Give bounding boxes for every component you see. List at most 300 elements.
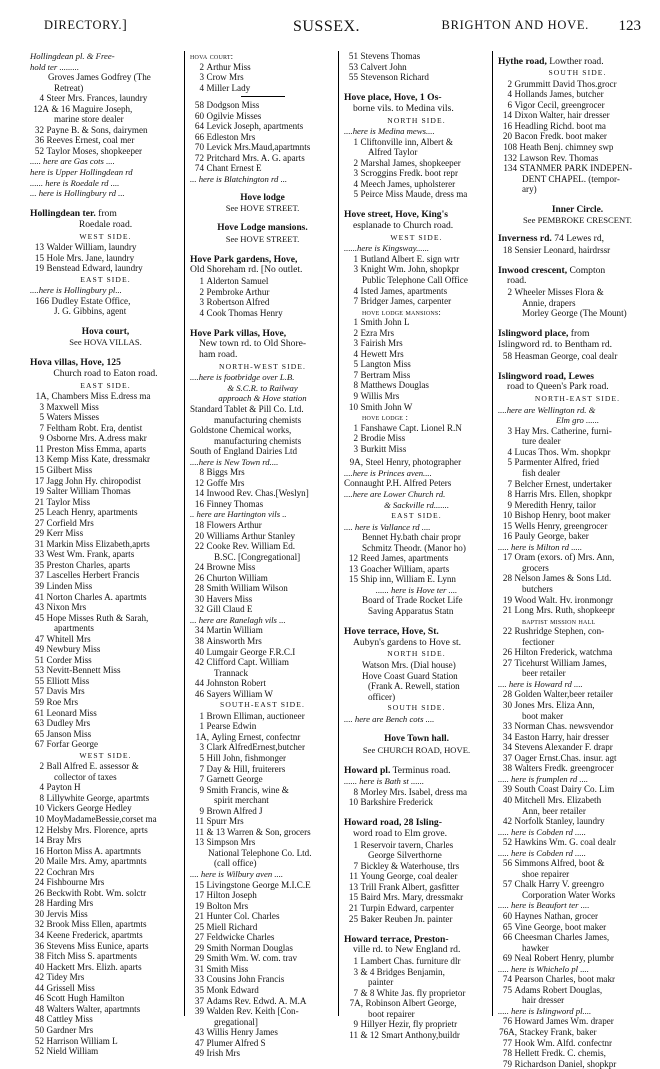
- directory-entry: [30, 983, 181, 994]
- entry-house-number: 4: [353, 348, 358, 359]
- entry-house-number: 45: [34, 612, 44, 623]
- entry-text: Barkshire Frederick: [360, 797, 433, 808]
- entry-text: & 8 White Jas. fly proprietor: [360, 987, 466, 998]
- directory-entry: [344, 914, 489, 925]
- directory-entry: [30, 941, 181, 952]
- entry-spacer: [30, 348, 181, 353]
- entry-house-number: 3: [199, 297, 204, 308]
- entry-house-number: 7A,: [349, 998, 363, 1009]
- entry-continuation: Morley George (The Mount): [522, 308, 627, 319]
- street-extent: 74 Lewes rd,: [551, 233, 605, 245]
- cross-street-note: & Sackville rd.......: [383, 499, 450, 510]
- entry-house-number: 57: [502, 879, 512, 890]
- entry-text: Forfar George: [46, 739, 99, 750]
- directory-entry: [190, 932, 335, 943]
- running-head-left: DIRECTORY.]: [44, 18, 128, 33]
- entry-text: Lambert Chas. furniture dlr: [360, 956, 461, 967]
- entry-text: Nevitt-Bennett Miss: [46, 665, 121, 676]
- entry-text: Matthews Douglas: [360, 380, 429, 391]
- entry-text: Leonard Miss: [46, 707, 97, 718]
- directory-entry: [30, 1025, 181, 1036]
- entry-house-number: 34: [194, 625, 204, 636]
- entry-continuation: fectioner: [522, 636, 555, 647]
- directory-entry: [190, 153, 335, 164]
- entry-house-number: 8: [39, 792, 44, 803]
- directory-entry: [30, 296, 181, 307]
- directory-entry: [30, 930, 181, 941]
- directory-entry: [498, 953, 657, 964]
- entry-text: Willis Henry James: [206, 1027, 278, 1038]
- entry-house-number: 1: [353, 956, 358, 967]
- entry-house-number: 48: [34, 1003, 44, 1014]
- entry-text: Hill John, fishmonger: [206, 753, 287, 763]
- entry-text: Dodgson Miss: [206, 100, 260, 111]
- entry-text: Rushridge Stephen, con-: [514, 626, 605, 637]
- directory-entry: [498, 742, 657, 753]
- entry-text: Lawson Rev. Thomas: [519, 152, 599, 163]
- entry-text: Corder Miss: [46, 654, 92, 665]
- entry-house-number: 18: [194, 519, 204, 530]
- entry-text: Hellett Fredk. C. chemis,: [514, 1048, 606, 1059]
- directory-entry: [344, 158, 489, 169]
- directory-entry: [30, 729, 181, 740]
- entry-text: West Wm. Frank, aparts: [46, 549, 135, 560]
- directory-entry: [344, 72, 489, 83]
- entry-text: Edleston Mrs: [206, 131, 256, 142]
- street-extent: from: [568, 328, 590, 340]
- directory-entry: [498, 795, 657, 806]
- entry-house-number: 35: [194, 985, 204, 996]
- entry-text: Scott Hugh Hamilton: [46, 993, 125, 1004]
- entry-house-number: 2: [39, 761, 44, 772]
- directory-entry: [498, 985, 657, 996]
- entry-house-number: 14: [34, 835, 44, 846]
- directory-entry: [190, 1006, 335, 1017]
- entry-text: Livingstone George M.I.C.E: [206, 879, 311, 890]
- entry-text: Irish Mrs: [206, 1048, 241, 1059]
- side-label: EAST SIDE.: [80, 380, 131, 390]
- entry-house-number: 7: [199, 763, 204, 774]
- cross-street-note: .... here is Vallance rd ....: [344, 521, 431, 532]
- directory-entry: [344, 391, 489, 402]
- street-name: Inwood crescent,: [498, 264, 568, 276]
- entry-house-number: 11: [195, 826, 204, 837]
- entry-text: Bertram Miss: [360, 369, 411, 380]
- entry-house-number: 15: [348, 892, 358, 903]
- side-label: NORTH-WEST SIDE.: [218, 361, 307, 371]
- directory-entry: [190, 308, 335, 319]
- entry-house-number: 32: [34, 919, 44, 930]
- entry-continuation: hair dresser: [522, 995, 565, 1006]
- entry-text: Norfolk Stanley, laundry: [514, 816, 605, 827]
- entry-text: Hole Mrs. Jane, laundry: [46, 252, 135, 263]
- entry-text: Day & Hill, fruiterers: [206, 763, 286, 774]
- entry-text: Lillywhite George, apartmts: [46, 792, 150, 803]
- directory-entry: [30, 846, 181, 857]
- directory-entry: [344, 903, 489, 914]
- entry-text: Maxwell Miss: [46, 401, 99, 412]
- street-heading: Hove lodge: [240, 192, 285, 203]
- entry-text: Clifford Capt. William: [206, 657, 289, 668]
- directory-entry: [30, 676, 181, 687]
- entry-spacer: [498, 195, 657, 200]
- cross-street-note: here is Upper Hollingdean rd: [30, 167, 133, 178]
- entry-house-number: 18: [502, 244, 512, 255]
- directory-entry: [30, 888, 181, 899]
- directory-entry: [344, 787, 489, 798]
- entry-text: Fanshawe Capt. Lionel R.N: [360, 422, 462, 433]
- side-label: EAST SIDE.: [80, 274, 131, 284]
- entry-house-number: 40: [194, 646, 204, 657]
- entry-house-number: 17: [194, 890, 204, 901]
- entry-continuation: Groves James Godfrey (The: [48, 72, 151, 83]
- entry-text: Harding Mrs: [46, 898, 94, 909]
- cross-street-note: ..... here is Islingword pl....: [498, 1005, 592, 1016]
- entry-text: Golden Walter,beer retailer: [514, 689, 613, 700]
- entry-house-number: 59: [34, 697, 44, 707]
- street-name: Howard road, 28 Isling-: [344, 817, 442, 829]
- entry-spacer: [30, 317, 181, 322]
- cross-street-note: approach & Hove station: [218, 393, 307, 404]
- directory-entry: [190, 276, 335, 287]
- directory-entry: [30, 782, 181, 793]
- directory-entry: [190, 520, 335, 531]
- entry-continuation: manufacturing chemists: [214, 414, 302, 425]
- entry-text: Richardson Daniel, shopkpr: [514, 1058, 617, 1069]
- street-extent: from: [95, 208, 117, 220]
- directory-entry: [498, 1016, 657, 1027]
- entry-text: Tidey Mrs: [46, 972, 85, 983]
- street-heading-continuation: ville rd. to New England rd.: [353, 944, 461, 956]
- entry-text: Walder William, laundry: [46, 242, 137, 253]
- entry-text: Stevens Alexander F. drapr: [514, 742, 613, 753]
- entry-house-number: 33: [194, 974, 204, 985]
- directory-entry: [30, 497, 181, 508]
- cross-street-note: ...... here is Roedale rd ....: [30, 177, 120, 188]
- entry-house-number: 14: [194, 488, 204, 499]
- column-3: [338, 51, 492, 1040]
- directory-entry: [344, 286, 489, 297]
- entry-house-number: 2: [199, 286, 204, 297]
- running-head-county: SUSSEX.: [292, 18, 361, 35]
- directory-entry: [498, 605, 657, 616]
- entry-house-number: 4: [39, 93, 44, 104]
- directory-entry: [190, 647, 335, 658]
- entry-text: Hollands James, butcher: [514, 89, 604, 100]
- entry-text: Long Mrs. Ruth, shopkeepr: [514, 605, 615, 616]
- entry-house-number: 3: [353, 443, 358, 454]
- entry-house-number: 50: [34, 1024, 44, 1035]
- directory-entry: [498, 932, 657, 943]
- directory-entry: [190, 827, 335, 838]
- entry-house-number: 40: [34, 961, 44, 972]
- entry-house-number: 33: [34, 549, 44, 560]
- street-heading: Inner Circle.: [551, 204, 604, 215]
- directory-entry: [30, 263, 181, 274]
- entry-continuation: boot repairer: [368, 1008, 415, 1019]
- cross-street-note: ....here is Medina mews....: [344, 126, 435, 137]
- entry-house-number: 10: [34, 803, 44, 814]
- cross-street-note: hold ter .........: [30, 61, 79, 72]
- directory-entry: [30, 697, 181, 708]
- entry-house-number: 42: [34, 972, 44, 983]
- directory-entry: [498, 837, 657, 848]
- entry-text: Stackey Frank, baker: [519, 1026, 597, 1037]
- entry-continuation: painter: [368, 977, 394, 988]
- directory-entry: [498, 721, 657, 732]
- entry-house-number: 36: [34, 135, 44, 146]
- entry-text: Hilton Frederick, watchma: [514, 647, 613, 658]
- entry-text: Gilbert Miss: [46, 464, 93, 475]
- directory-entry: [30, 919, 181, 930]
- entry-house-number: 60: [194, 110, 204, 121]
- entry-house-number: 25: [34, 507, 44, 518]
- entry-house-number: 51: [348, 51, 358, 61]
- directory-entry: [190, 531, 335, 542]
- entry-text: Ayling Ernest, confectnr: [211, 731, 301, 742]
- directory-entry: [30, 962, 181, 973]
- directory-entry: [30, 391, 181, 402]
- entry-spacer: [498, 319, 657, 324]
- entry-house-number: 4: [353, 285, 358, 296]
- entry-house-number: 48: [34, 1014, 44, 1025]
- cross-street-note: ..... here is Milton rd .....: [498, 541, 583, 552]
- street-name: Howard pl.: [344, 764, 391, 776]
- directory-entry: [498, 816, 657, 827]
- entry-text: Crow Mrs: [206, 72, 244, 83]
- entry-continuation: Board of Trade Rocket Life: [362, 595, 463, 606]
- street-name: Hove Park villas, Hove,: [190, 327, 287, 339]
- directory-entry: [344, 338, 489, 349]
- entry-text: Biggs Mrs: [206, 467, 245, 478]
- street-name: Hythe road,: [498, 55, 547, 67]
- entry-text: Payton H: [46, 782, 81, 793]
- entry-house-number: 3: [353, 264, 358, 275]
- entry-continuation: Bennet Hy.bath chair propr: [362, 532, 461, 543]
- directory-entry: [498, 153, 657, 164]
- subsection-heading: hove lodge :: [362, 412, 409, 423]
- entry-text: Stevenson Richard: [360, 72, 429, 83]
- entry-text: Hackett Mrs. Elizh. aparts: [46, 961, 142, 972]
- entry-text: Hilton Joseph: [206, 890, 257, 901]
- directory-entry: [498, 447, 657, 458]
- directory-entry: [30, 135, 181, 146]
- directory-entry: [190, 837, 335, 848]
- entry-house-number: 1: [353, 317, 358, 328]
- entry-house-number: 42: [194, 657, 204, 668]
- entry-house-number: 56: [502, 858, 512, 869]
- directory-entry: [498, 922, 657, 933]
- street-heading: [344, 766, 489, 777]
- entry-house-number: 61: [34, 707, 44, 718]
- cross-street-note: ..... here is Whichelo pl ....: [498, 963, 589, 974]
- entry-house-number: 53: [348, 61, 358, 72]
- entry-house-number: 30: [502, 700, 512, 711]
- column-4: [492, 51, 660, 1069]
- entry-text: Mitchell Mrs. Elizabeth: [514, 794, 602, 805]
- entry-house-number: 52: [502, 837, 512, 848]
- entry-house-number: 25: [348, 913, 358, 924]
- entry-continuation: (call office): [214, 858, 257, 869]
- entry-text: Wheeler Misses Flora &: [514, 287, 604, 298]
- entry-text: Miller Lady: [206, 82, 251, 93]
- directory-entry: [344, 998, 489, 1009]
- directory-entry: [190, 764, 335, 775]
- directory-entry: [30, 518, 181, 529]
- entry-text: Bridger James, carpenter: [360, 296, 452, 307]
- entry-text: Feltham Robt. Era, dentist: [46, 422, 143, 433]
- entry-house-number: 65: [502, 921, 512, 932]
- directory-entry: [30, 634, 181, 645]
- entry-house-number: 19: [194, 900, 204, 911]
- entry-house-number: 26: [34, 887, 44, 898]
- entry-text: Neal Robert Henry, plumbr: [514, 953, 614, 964]
- entry-house-number: 17: [34, 475, 44, 486]
- entry-house-number: 3: [507, 425, 512, 436]
- directory-entry: [30, 486, 181, 497]
- entry-house-number: 40: [502, 794, 512, 805]
- directory-entry: [190, 890, 335, 901]
- entry-text: Smith Miss: [206, 963, 249, 974]
- directory-entry: [344, 553, 489, 564]
- entry-house-number: 13: [34, 242, 44, 253]
- entry-text: & 16 Maguire Joseph,: [51, 103, 133, 114]
- entry-continuation: Ann, beer retailer: [522, 805, 586, 816]
- entry-house-number: 29: [194, 953, 204, 964]
- entry-text: Dudley Estate Office,: [51, 295, 131, 306]
- directory-entry: [30, 592, 181, 603]
- entry-text: Churton William: [206, 572, 268, 583]
- entry-text: Brodie Miss: [360, 433, 406, 444]
- entry-spacer: [344, 755, 489, 760]
- entry-continuation: Watson Mrs. (Dial house): [362, 659, 456, 670]
- entry-text: Norman Chas. newsvendor: [514, 721, 614, 732]
- entry-house-number: 20: [34, 856, 44, 867]
- entry-house-number: 1A,: [35, 391, 49, 402]
- cross-street-note: ....here is Princes aven....: [344, 467, 432, 478]
- entry-house-number: 76A,: [499, 1026, 517, 1037]
- entry-text: Nelson James & Sons Ltd.: [514, 573, 612, 584]
- column-1: [30, 51, 184, 1057]
- street-name: Howard terrace, Preston-: [344, 933, 449, 945]
- directory-entry: [190, 678, 335, 689]
- directory-entry: [30, 761, 181, 772]
- entry-house-number: 11: [349, 871, 358, 882]
- entry-text: Smith John W: [360, 401, 413, 412]
- entry-text: Flowers Arthur: [206, 519, 262, 530]
- directory-entry: [498, 426, 657, 437]
- entry-text: Smith Norman Douglas: [206, 942, 293, 953]
- entry-house-number: 65: [34, 728, 44, 739]
- entry-house-number: 69: [502, 953, 512, 964]
- directory-entry: [344, 62, 489, 73]
- directory-entry: [30, 528, 181, 539]
- directory-entry: [498, 879, 657, 890]
- entry-text: Meech James, upholsterer: [360, 178, 456, 189]
- entry-house-number: 39: [502, 784, 512, 795]
- entry-continuation: Annie, drapers: [522, 297, 576, 308]
- entry-text: Janson Miss: [46, 728, 92, 739]
- entry-house-number: 44: [194, 678, 204, 689]
- directory-entry: [498, 457, 657, 468]
- entry-house-number: 24: [194, 562, 204, 573]
- directory-entry: [30, 581, 181, 592]
- entry-text: Goffe Mrs: [206, 477, 245, 488]
- entry-house-number: 3: [353, 168, 358, 179]
- directory-entry: [30, 613, 181, 624]
- entry-house-number: 7: [353, 296, 358, 307]
- directory-entry: [190, 625, 335, 636]
- side-label: NORTH SIDE.: [387, 115, 446, 125]
- entry-text: Wells Henry, greengrocer: [514, 520, 608, 531]
- directory-entry: [498, 121, 657, 132]
- entry-text: Smith William Wilson: [206, 583, 288, 594]
- street-heading-continuation: ham road.: [199, 349, 238, 361]
- directory-entry: [190, 562, 335, 573]
- entry-text: Ball Alfred E. assessor &: [46, 761, 139, 772]
- entry-house-number: 12: [348, 553, 358, 564]
- directory-entry: [30, 718, 181, 729]
- entry-text: Benstead Edward, laundry: [46, 263, 143, 274]
- entry-text: Hunter Col. Charles: [206, 911, 280, 922]
- entry-house-number: 2: [507, 287, 512, 298]
- entry-house-number: 21: [34, 496, 44, 507]
- directory-entry: [30, 898, 181, 909]
- entry-house-number: 10: [348, 797, 358, 808]
- entry-text: & 12 Smart Anthony,buildr: [360, 1029, 460, 1040]
- entry-spacer: [190, 213, 335, 218]
- entry-spacer: [498, 226, 657, 229]
- directory-entry: [344, 137, 489, 148]
- directory-entry: [498, 784, 657, 795]
- entry-text: Pembroke Arthur: [206, 286, 270, 297]
- entry-house-number: 15: [348, 574, 358, 585]
- entry-continuation: Trannack: [214, 667, 249, 678]
- entry-house-number: 6: [507, 99, 512, 110]
- entry-house-number: 8: [353, 380, 358, 391]
- directory-entry: [190, 711, 335, 722]
- entry-house-number: 21: [502, 605, 512, 616]
- running-head: [30, 18, 647, 44]
- directory-entry: [498, 911, 657, 922]
- entry-text: Morley Mrs. Isabel, dress ma: [360, 786, 468, 797]
- entry-house-number: 58: [194, 100, 204, 111]
- entry-text: Roe Mrs: [46, 697, 79, 707]
- entry-text: Lucas Thos. Wm. shopkpr: [514, 446, 611, 457]
- entry-text: STANMER PARK INDEPEN-: [519, 163, 633, 174]
- entry-house-number: 4: [507, 446, 512, 457]
- entry-text: Maile Mrs. Amy, apartmnts: [46, 856, 147, 867]
- directory-entry: [190, 467, 335, 478]
- entry-text: Reservoir tavern, Charles: [360, 839, 454, 850]
- entry-text: Brown Elliman, auctioneer: [206, 710, 305, 721]
- directory-entry: [190, 163, 335, 174]
- entry-house-number: 78: [502, 1048, 512, 1059]
- entry-house-number: 21: [194, 911, 204, 922]
- directory-entry: [190, 636, 335, 647]
- directory-entry: [498, 489, 657, 500]
- entry-house-number: 7: [507, 478, 512, 489]
- entry-house-number: 15: [502, 520, 512, 531]
- entry-house-number: 9: [199, 805, 204, 816]
- entry-house-number: 28: [34, 898, 44, 909]
- street-extent: Compton: [567, 264, 606, 276]
- cross-street-note: Elm gro ......: [555, 415, 600, 426]
- directory-entry: [190, 742, 335, 753]
- cross-reference: See HOVA VILLAS.: [69, 337, 142, 348]
- directory-entry: [30, 433, 181, 444]
- directory-entry: [190, 753, 335, 764]
